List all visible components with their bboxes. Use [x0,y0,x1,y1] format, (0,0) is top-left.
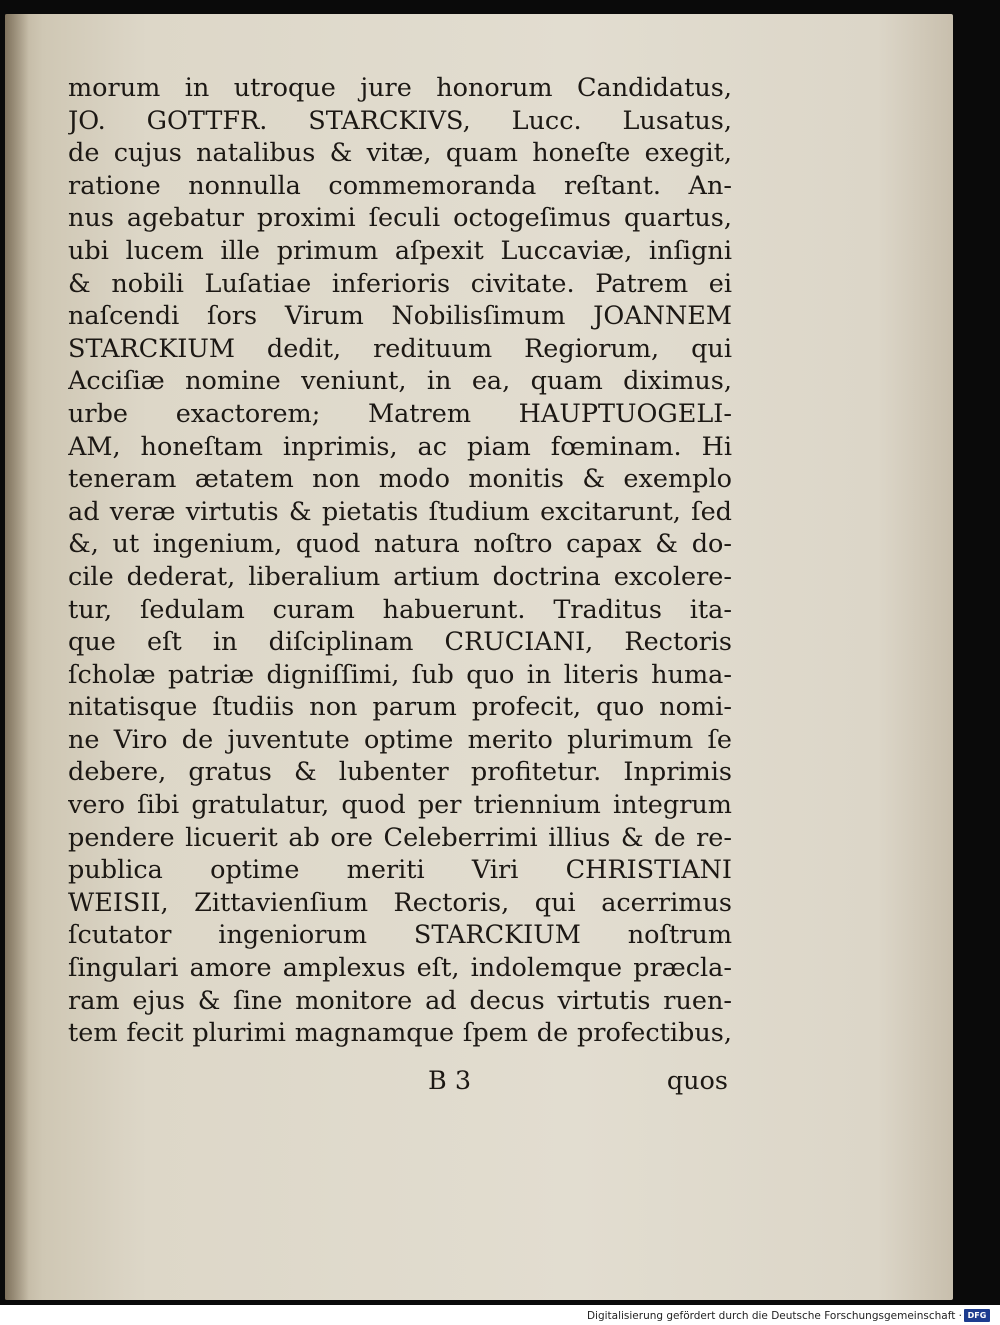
text-line: debere, gratus & lubenter profitetur. Inprimis [68,757,732,788]
text-line: STARCKIUM dedit, redituum Regiorum, qui [68,333,732,364]
text-line: nus agebatur proximi ſeculi octogeſimus quartus, [68,203,732,234]
text-line: tem fecit plurimi magnamque ſpem de profectibus, [68,1018,732,1049]
text-line: AM, honeſtam inprimis, ac piam fœminam. Hi [68,431,732,462]
text-line: ratione nonnulla commemoranda reſtant. An- [68,170,732,201]
text-line: naſcendi ſors Virum Nobilisſimum JOANNEM [68,301,732,332]
text-line: teneram ætatem non modo monitis & exemplo [68,464,732,495]
text-line: publica optime meriti Viri CHRISTIANI [68,855,732,886]
text-line: Acciſiæ nomine veniunt, in ea, quam diximus, [68,366,732,397]
text-line: ſcholæ patriæ digniſſimi, ſub quo in literis huma- [68,659,732,690]
text-line: WEISII, Zittavienſium Rectoris, qui acerrimus [68,887,732,918]
funding-credit: Digitalisierung gefördert durch die Deutsche Forschungsgemeinschaft · [586,1310,962,1322]
text-line: urbe exactorem; Matrem HAUPTUOGELI- [68,398,732,429]
text-line: & nobili Luſatiae inferioris civitate. Patrem ei [68,268,732,299]
text-line: &, ut ingenium, quod natura noſtro capax & do- [68,529,732,560]
page-footer [68,1066,732,1100]
text-line: ad veræ virtutis & pietatis ſtudium excitarunt, ſed [68,496,732,527]
catchword: quos [666,1066,728,1096]
text-line: ſcutator ingeniorum STARCKIUM noſtrum [68,920,732,951]
text-line: tur, ſedulam curam habuerunt. Traditus ita- [68,594,732,625]
signature-mark: B 3 [428,1066,472,1096]
text-line: morum in utroque jure honorum Candidatus, [68,73,732,103]
dfg-logo: DFG [964,1309,990,1322]
text-line: pendere licuerit ab ore Celeberrimi illius & de re- [68,822,732,853]
text-line: JO. GOTTFR. STARCKIVS, Lucc. Lusatus, [68,105,732,136]
text-line: que eſt in diſciplinam CRUCIANI, Rectoris [68,627,732,658]
text-line: nitatisque ſtudiis non parum profecit, quo nomi- [68,692,732,723]
text-line: de cujus natalibus & vitæ, quam honeſte exegit, [68,138,732,169]
text-line: ſingulari amore amplexus eſt, indolemque præcla- [68,953,732,984]
text-line: cile dederat, liberalium artium doctrina excolere- [68,561,732,592]
spine-shadow [5,14,29,1300]
text-line: vero ſibi gratulatur, quod per triennium integrum [68,790,732,821]
body-text [68,72,732,1050]
text-line: ram ejus & ſine monitore ad decus virtutis ruen- [68,985,732,1016]
text-line: ne Viro de juventute optime merito plurimum ſe [68,724,732,755]
text-line: ubi lucem ille primum aſpexit Luccaviæ, inſigni [68,235,732,266]
